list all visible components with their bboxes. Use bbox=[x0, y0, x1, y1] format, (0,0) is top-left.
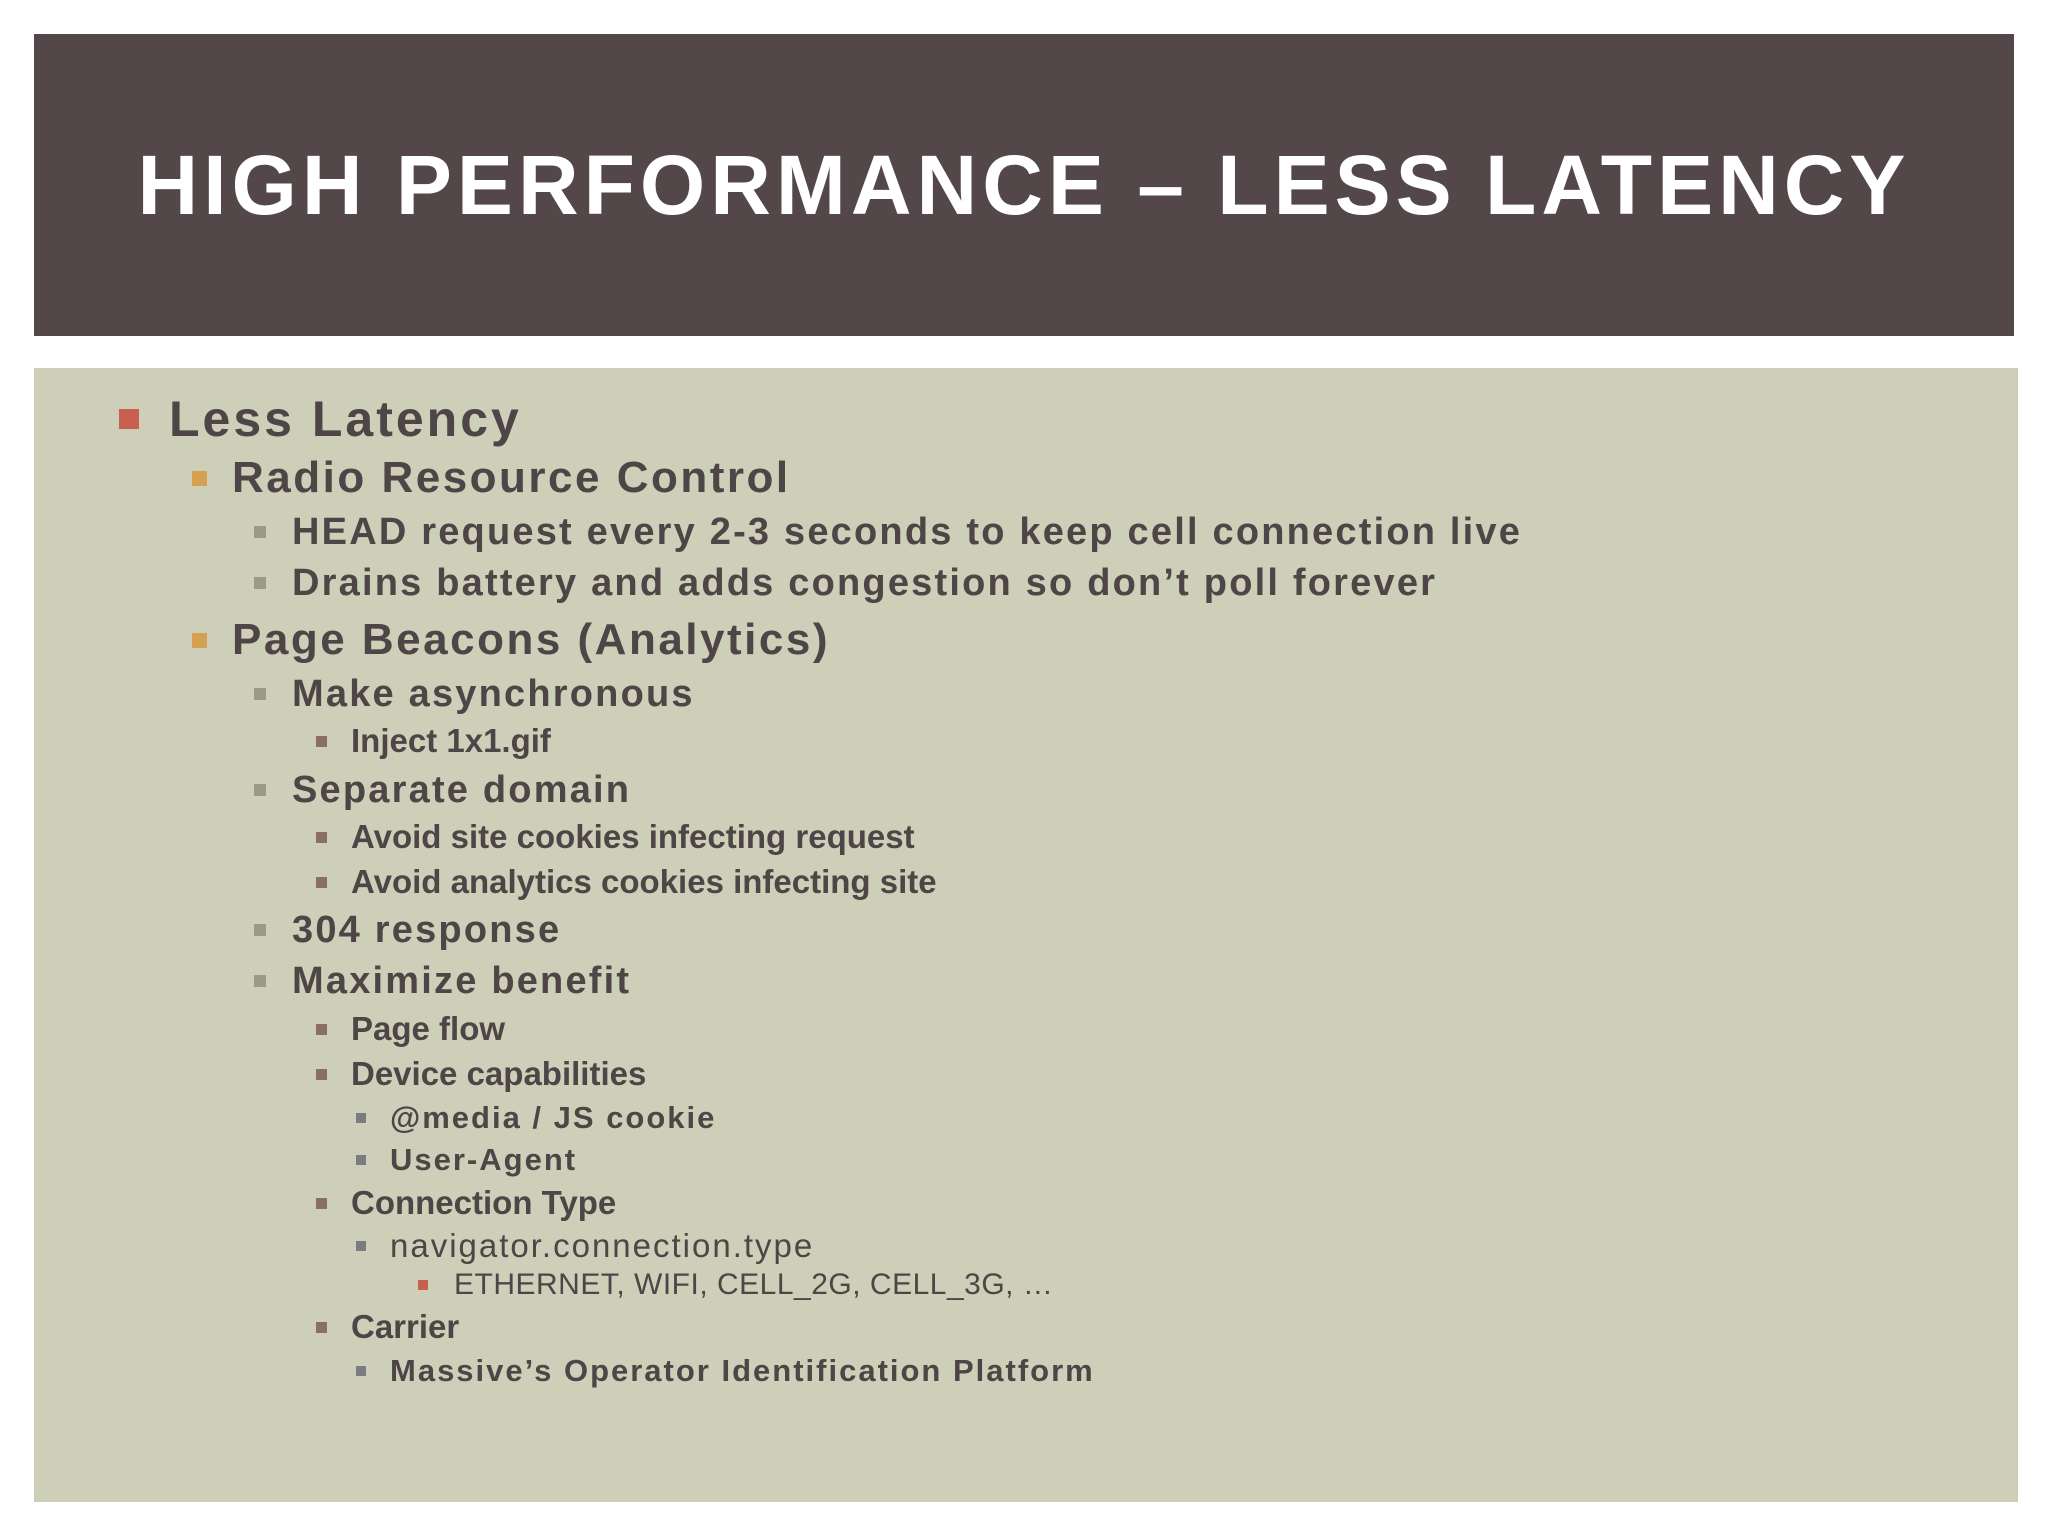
square-bullet-icon bbox=[316, 877, 327, 888]
list-item-level-3 bbox=[254, 559, 1437, 607]
list-item-text: @media / JS cookie bbox=[390, 1100, 717, 1135]
list-item-text: Make asynchronous bbox=[292, 672, 695, 715]
list-item-level-4 bbox=[316, 816, 915, 858]
slide-title: HIGH PERFORMANCE – LESS LATENCY bbox=[137, 137, 1911, 232]
square-bullet-icon bbox=[356, 1113, 366, 1123]
list-item-text: Less Latency bbox=[169, 391, 522, 447]
square-bullet-icon bbox=[316, 1198, 327, 1209]
square-bullet-icon bbox=[316, 1069, 327, 1080]
list-item-text: Page flow bbox=[351, 1010, 506, 1047]
list-item-text: Page Beacons (Analytics) bbox=[232, 615, 830, 664]
square-bullet-icon bbox=[316, 1024, 327, 1035]
list-item-text: ETHERNET, WIFI, CELL_2G, CELL_3G, … bbox=[454, 1268, 1054, 1301]
square-bullet-icon bbox=[254, 975, 266, 987]
slide-title-bar bbox=[34, 34, 2014, 336]
list-item-level-4 bbox=[316, 1008, 505, 1050]
list-item-level-5 bbox=[356, 1098, 716, 1138]
square-bullet-icon bbox=[356, 1155, 366, 1165]
list-item-level-4 bbox=[316, 1182, 616, 1224]
square-bullet-icon bbox=[356, 1241, 366, 1251]
square-bullet-icon bbox=[316, 832, 327, 843]
list-item-text: Carrier bbox=[351, 1308, 460, 1345]
list-item-level-3 bbox=[254, 957, 631, 1005]
square-bullet-icon bbox=[254, 526, 266, 538]
list-item-text: Drains battery and adds congestion so don’t poll forever bbox=[292, 561, 1438, 604]
square-bullet-icon bbox=[316, 1322, 327, 1333]
square-bullet-icon bbox=[356, 1366, 366, 1376]
square-bullet-icon bbox=[192, 633, 207, 648]
list-item-text: Device capabilities bbox=[351, 1055, 647, 1092]
list-item-level-2 bbox=[192, 450, 791, 506]
list-item-level-2 bbox=[192, 612, 830, 668]
list-item-text: Radio Resource Control bbox=[232, 453, 791, 502]
square-bullet-icon bbox=[254, 688, 266, 700]
list-item-level-5 bbox=[356, 1140, 577, 1180]
square-bullet-icon bbox=[254, 924, 266, 936]
list-item-level-3 bbox=[254, 906, 561, 954]
square-bullet-icon bbox=[254, 784, 266, 796]
list-item-text: navigator.connection.type bbox=[390, 1227, 815, 1264]
list-item-level-4 bbox=[316, 1053, 646, 1095]
list-item-text: Massive’s Operator Identification Platform bbox=[390, 1353, 1095, 1388]
list-item-level-6 bbox=[418, 1266, 1053, 1304]
list-item-text: Connection Type bbox=[351, 1184, 617, 1221]
square-bullet-icon bbox=[254, 577, 266, 589]
list-item-level-1 bbox=[119, 388, 522, 450]
list-item-level-4 bbox=[316, 861, 937, 903]
list-item-level-3 bbox=[254, 670, 695, 718]
list-item-text: Separate domain bbox=[292, 768, 632, 811]
list-item-level-5 bbox=[356, 1226, 814, 1266]
square-bullet-icon bbox=[316, 736, 327, 747]
list-item-level-3 bbox=[254, 508, 1522, 556]
list-item-level-3 bbox=[254, 766, 631, 814]
square-bullet-icon bbox=[192, 471, 207, 486]
list-item-text: Inject 1x1.gif bbox=[351, 722, 551, 759]
list-item-text: User-Agent bbox=[390, 1142, 578, 1177]
list-item-text: Maximize benefit bbox=[292, 959, 632, 1002]
list-item-text: Avoid analytics cookies infecting site bbox=[351, 863, 937, 900]
list-item-level-4 bbox=[316, 720, 551, 762]
list-item-text: Avoid site cookies infecting request bbox=[351, 818, 915, 855]
square-bullet-icon bbox=[418, 1280, 428, 1290]
slide-content bbox=[34, 368, 2018, 1502]
list-item-level-4 bbox=[316, 1306, 459, 1348]
list-item-level-5 bbox=[356, 1351, 1095, 1391]
square-bullet-icon bbox=[119, 409, 139, 429]
list-item-text: 304 response bbox=[292, 908, 562, 951]
list-item-text: HEAD request every 2-3 seconds to keep cell connection live bbox=[292, 510, 1523, 553]
